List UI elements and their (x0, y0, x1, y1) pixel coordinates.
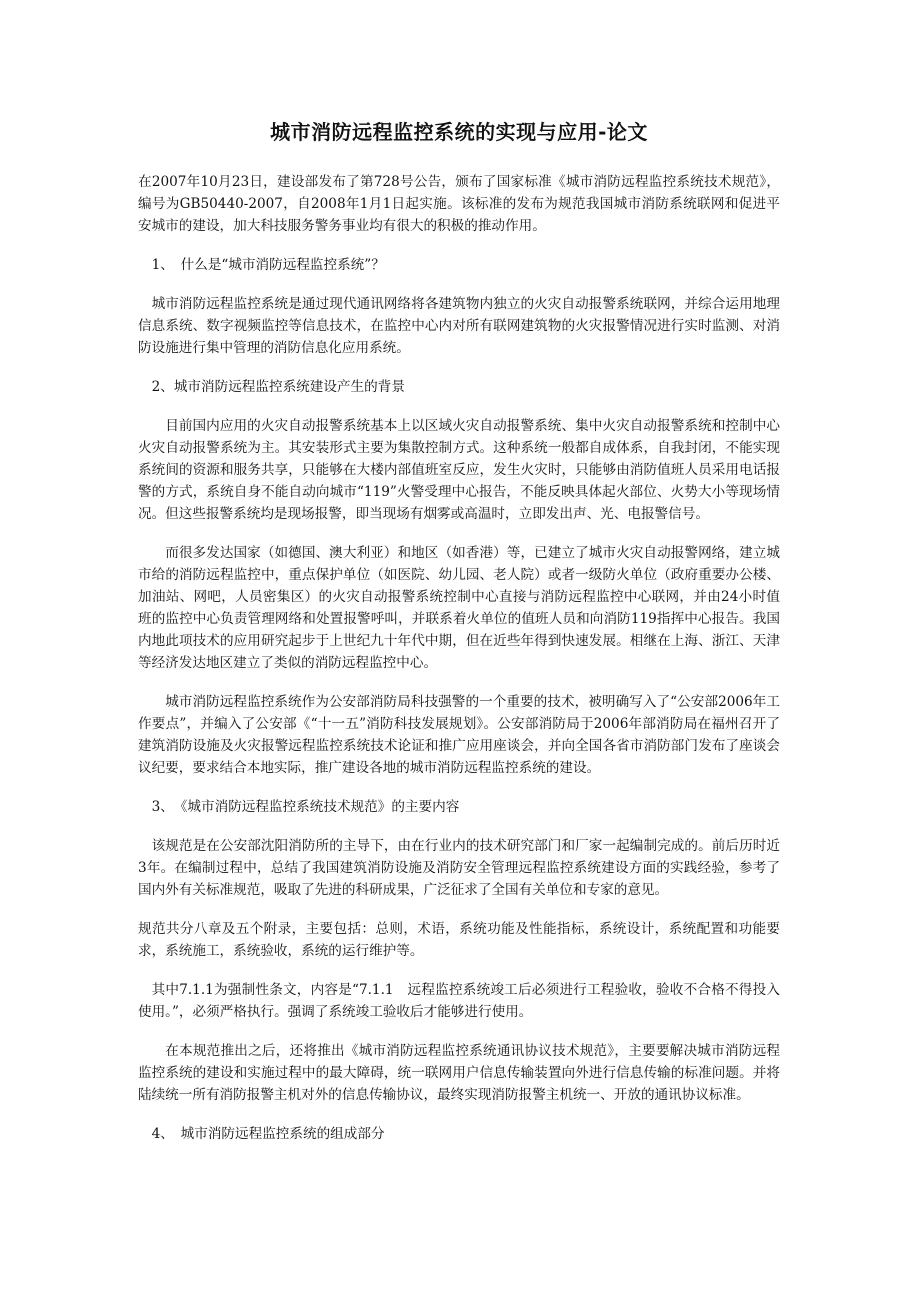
section-2-paragraph-3: 城市消防远程监控系统作为公安部消防局科技强警的一个重要的技术，被明确写入了“公安部2006年工作要点”，并编入了公安部《“十一五”消防科技发展规划》。公安部消防局于2006年部消防局在福州召开了建筑消防设施及火灾报警远程监控系统技术论证和推广应用座谈会，并向全国各省市消防部门发布了座谈会议纪要，要求结合本地实际，推广建设各地的城市消防远程监控系统的建设。 (138, 694, 780, 776)
section-3-paragraph-4: 在本规范推出之后，还将推出《城市消防远程监控系统通讯协议技术规范》，主要要解决城市消防远程监控系统的建设和实施过程中的最大障碍，统一联网用户信息传输装置向外进行信息传输的标准问题。并将陆续统一所有消防报警主机对外的信息传输协议，最终实现消防报警主机统一、开放的通讯协议标准。 (138, 1043, 780, 1103)
section-3-paragraph-2: 规范共分八章及五个附录，主要包括：总则，术语，系统功能及性能指标，系统设计，系统配置和功能要求，系统施工，系统验收，系统的运行维护等。 (138, 921, 780, 959)
section-heading-2: 2、城市消防远程监控系统建设产生的背景 (151, 379, 405, 395)
intro-paragraph: 在2007年10月23日，建设部发布了第728号公告，颁布了国家标准《城市消防远程监控系统技术规范》，编号为GB50440-2007，自2008年1月1日起实施。该标准的发布为规范我国城市消防系统联网和促进平安城市的建设，加大科技服务警务事业均有很大的积极的推动作用。 (138, 174, 780, 234)
section-heading-1: 1、 什么是“城市消防远程监控系统”？ (151, 257, 385, 273)
section-1-paragraph: 城市消防远程监控系统是通过现代通讯网络将各建筑物内独立的火灾自动报警系统联网，并综合运用地理信息系统、数字视频监控等信息技术，在监控中心内对所有联网建筑物的火灾报警情况进行实时监测、对消防设施进行集中管理的消防信息化应用系统。 (138, 296, 780, 356)
section-2-paragraph-1: 目前国内应用的火灾自动报警系统基本上以区域火灾自动报警系统、集中火灾自动报警系统和控制中心火灾自动报警系统为主。其安装形式主要为集散控制方式。这种系统一般都自成体系，自我封闭，不能实现系统间的资源和服务共享，只能够在大楼内部值班室反应，发生火灾时，只能够由消防值班人员采用电话报警的方式，系统自身不能自动向城市“119”火警受理中心报告，不能反映具体起火部位、火势大小等现场情况。但这些报警系统均是现场报警，即当现场有烟雾或高温时，立即发出声、光、电报警信号。 (138, 418, 780, 522)
section-heading-3: 3、 《城市消防远程监控系统技术规范》的主要内容 (151, 799, 460, 815)
document-title: 城市消防远程监控系统的实现与应用-论文 (270, 120, 648, 144)
section-3-paragraph-1: 该规范是在公安部沈阳消防所的主导下，由在行业内的技术研究部门和厂家一起编制完成的。前后历时近3年。在编制过程中，总结了我国建筑消防设施及消防安全管理远程监控系统建设方面的实践经验，参考了国内外有关标准规范，吸取了先进的科研成果，广泛征求了全国有关单位和专家的意见。 (138, 838, 780, 898)
section-2-paragraph-2: 而很多发达国家（如德国、澳大利亚）和地区（如香港）等，已建立了城市火灾自动报警网络，建立城市给的消防远程监控中，重点保护单位（如医院、幼儿园、老人院）或者一级防火单位（政府重要办公楼、加油站、网吧，人员密集区）的火灾自动报警系统控制中心直接与消防远程监控中心联网，并由24小时值班的监控中心负责管理网络和处置报警呼叫，并联系着火单位的值班人员和向消防119指挥中心报告。我国内地此项技术的应用研究起步于上世纪九十年代中期，但在近些年得到快速发展。相继在上海、浙江、天津等经济发达地区建立了类似的消防远程监控中心。 (138, 545, 780, 671)
section-3-paragraph-3: 其中7.1.1为强制性条文，内容是“7.1.1 远程监控系统竣工后必须进行工程验收，验收不合格不得投入使用。”，必须严格执行。强调了系统竣工验收后才能够进行使用。 (138, 982, 780, 1020)
section-heading-4: 4、 城市消防远程监控系统的组成部分 (151, 1126, 385, 1142)
document-page (138, 112, 780, 1162)
